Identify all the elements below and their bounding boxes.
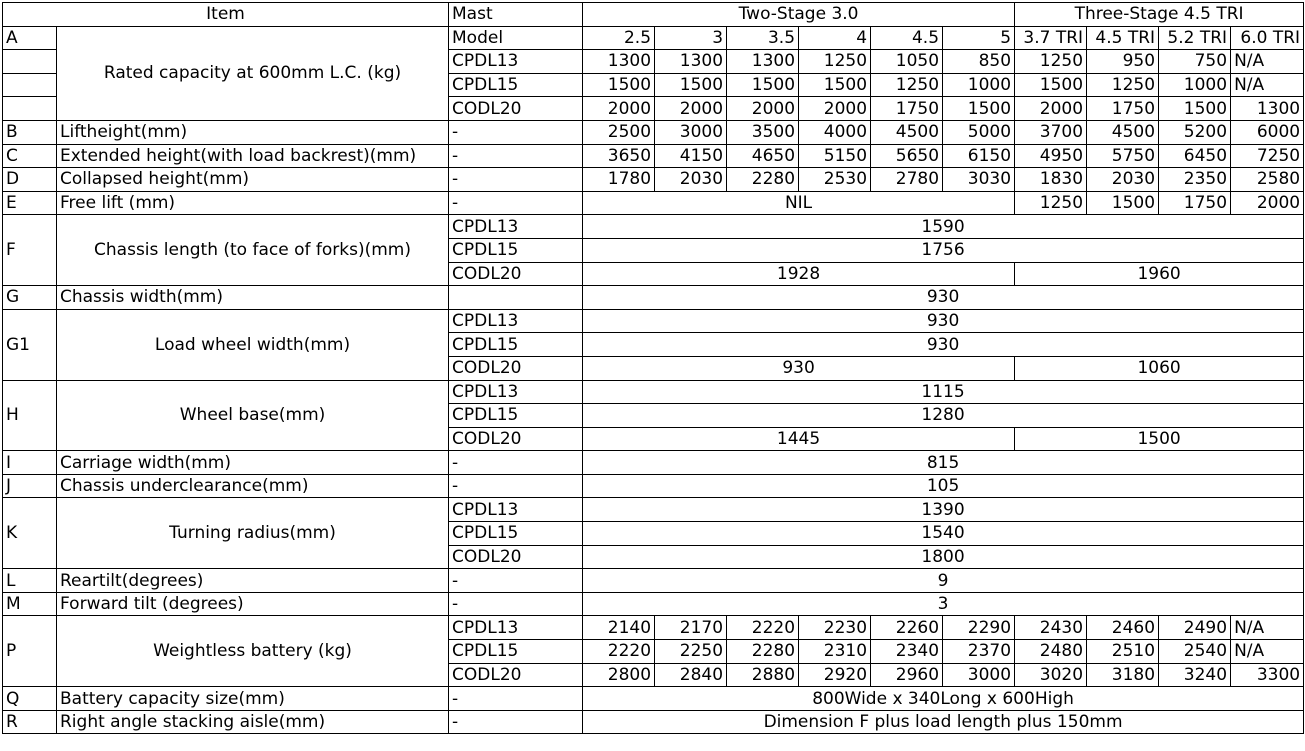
value-cell: 1750 <box>871 97 943 121</box>
value-cell: 4950 <box>1015 144 1087 168</box>
row-label: Chassis underclearance(mm) <box>57 474 449 498</box>
merged-value: 815 <box>583 451 1304 475</box>
row-letter: H <box>3 380 57 451</box>
merged-value: 930 <box>583 309 1304 333</box>
value-cell: 1300 <box>727 50 799 74</box>
value-cell: 2000 <box>727 97 799 121</box>
value-cell: 2430 <box>1015 616 1087 640</box>
merged-value: 800Wide x 340Long x 600High <box>583 687 1304 711</box>
value-cell: 5200 <box>1159 120 1231 144</box>
value-cell: 3030 <box>943 168 1015 192</box>
value-cell: 1830 <box>1015 168 1087 192</box>
sub-model-name: CPDL15 <box>449 404 583 428</box>
value-cell: 3180 <box>1087 663 1159 687</box>
value-cell: 1780 <box>583 168 655 192</box>
merged-value: Dimension F plus load length plus 150mm <box>583 710 1304 734</box>
value-cell: 2780 <box>871 168 943 192</box>
row-p-cpdl13 <box>3 616 1304 640</box>
value-cell: 3500 <box>727 120 799 144</box>
value-cell: 2170 <box>655 616 727 640</box>
value-cell: 1250 <box>1087 73 1159 97</box>
merged-value: 1390 <box>583 498 1304 522</box>
three-stage-value: 1960 <box>1015 262 1304 286</box>
merged-value: 1756 <box>583 238 1304 262</box>
row-label: Battery capacity size(mm) <box>57 687 449 711</box>
value-cell: 2230 <box>799 616 871 640</box>
row-k-cpdl13 <box>3 498 1304 522</box>
row-letter: G1 <box>3 309 57 380</box>
merged-value: 1590 <box>583 215 1304 239</box>
model-cell: 4.5 <box>871 26 943 50</box>
sub-model-name: CODL20 <box>449 356 583 380</box>
empty-letter-cell <box>3 73 57 97</box>
three-stage-value: 1060 <box>1015 356 1304 380</box>
mast-header: Mast <box>449 3 583 27</box>
mast-cell: - <box>449 474 583 498</box>
row-letter: E <box>3 191 57 215</box>
value-cell: 850 <box>943 50 1015 74</box>
row-c <box>3 144 1304 168</box>
value-cell: 1250 <box>1015 191 1087 215</box>
model-cell: 6.0 TRI <box>1231 26 1304 50</box>
value-cell: 2000 <box>799 97 871 121</box>
sub-model-name: CPDL15 <box>449 73 583 97</box>
sub-model-name: CODL20 <box>449 262 583 286</box>
value-cell: 3700 <box>1015 120 1087 144</box>
merged-value: 930 <box>583 333 1304 357</box>
value-cell: 3650 <box>583 144 655 168</box>
value-cell: 7250 <box>1231 144 1304 168</box>
header-row <box>3 3 1304 27</box>
row-letter: F <box>3 215 57 286</box>
row-l <box>3 569 1304 593</box>
value-cell: 1500 <box>799 73 871 97</box>
merged-value: 3 <box>583 592 1304 616</box>
value-cell: 1250 <box>1015 50 1087 74</box>
row-label: Load wheel width(mm) <box>57 309 449 380</box>
sub-model-name: CPDL13 <box>449 215 583 239</box>
value-cell: 1250 <box>799 50 871 74</box>
row-letter: B <box>3 120 57 144</box>
value-cell: 2000 <box>583 97 655 121</box>
sub-model-name: CODL20 <box>449 97 583 121</box>
row-letter: D <box>3 168 57 192</box>
value-cell: 6000 <box>1231 120 1304 144</box>
row-letter: M <box>3 592 57 616</box>
row-label: Right angle stacking aisle(mm) <box>57 710 449 734</box>
row-j <box>3 474 1304 498</box>
row-d <box>3 168 1304 192</box>
value-cell: 5650 <box>871 144 943 168</box>
mast-cell: - <box>449 168 583 192</box>
value-cell: 2530 <box>799 168 871 192</box>
three-stage-header: Three-Stage 4.5 TRI <box>1015 3 1304 27</box>
sub-model-name: CODL20 <box>449 663 583 687</box>
two-stage-value: 1928 <box>583 262 1015 286</box>
sub-model-name: CPDL15 <box>449 522 583 546</box>
value-cell: N/A <box>1231 73 1304 97</box>
merged-value: 1280 <box>583 404 1304 428</box>
row-label: Wheel base(mm) <box>57 380 449 451</box>
value-cell: 2490 <box>1159 616 1231 640</box>
value-cell: 3000 <box>655 120 727 144</box>
row-letter: L <box>3 569 57 593</box>
value-cell: 2000 <box>1231 191 1304 215</box>
value-cell: 4650 <box>727 144 799 168</box>
mast-cell <box>449 286 583 310</box>
row-label: Forward tilt (degrees) <box>57 592 449 616</box>
value-cell: 2000 <box>1015 97 1087 121</box>
value-cell: 1300 <box>583 50 655 74</box>
sub-model-name: CPDL13 <box>449 309 583 333</box>
value-cell: 2280 <box>727 640 799 664</box>
value-cell: 1000 <box>943 73 1015 97</box>
value-cell: 3000 <box>943 663 1015 687</box>
value-cell: 2460 <box>1087 616 1159 640</box>
row-q <box>3 687 1304 711</box>
value-cell: 1000 <box>1159 73 1231 97</box>
value-cell: 1500 <box>1087 191 1159 215</box>
row-letter: I <box>3 451 57 475</box>
row-label: Turning radius(mm) <box>57 498 449 569</box>
row-letter: J <box>3 474 57 498</box>
row-g1-cpdl13 <box>3 309 1304 333</box>
value-cell: 1250 <box>871 73 943 97</box>
value-cell: 6150 <box>943 144 1015 168</box>
value-cell: N/A <box>1231 50 1304 74</box>
row-letter: Q <box>3 687 57 711</box>
row-label: Chassis length (to face of forks)(mm) <box>57 215 449 286</box>
row-h-cpdl13 <box>3 380 1304 404</box>
sub-model-name: CPDL15 <box>449 333 583 357</box>
value-cell: 1050 <box>871 50 943 74</box>
row-label: Chassis width(mm) <box>57 286 449 310</box>
mast-cell: - <box>449 451 583 475</box>
model-cell: 3.7 TRI <box>1015 26 1087 50</box>
value-cell: 2580 <box>1231 168 1304 192</box>
mast-cell: - <box>449 144 583 168</box>
value-cell: 2350 <box>1159 168 1231 192</box>
value-cell: 1300 <box>655 50 727 74</box>
row-label: Reartilt(degrees) <box>57 569 449 593</box>
value-cell: 1500 <box>727 73 799 97</box>
model-cell: 3.5 <box>727 26 799 50</box>
two-stage-value: 1445 <box>583 427 1015 451</box>
model-cell: 4.5 TRI <box>1087 26 1159 50</box>
value-cell: N/A <box>1231 616 1304 640</box>
value-cell: 2500 <box>583 120 655 144</box>
row-label: Rated capacity at 600mm L.C. (kg) <box>57 26 449 120</box>
model-cell: 3 <box>655 26 727 50</box>
value-cell: 1500 <box>583 73 655 97</box>
row-a-model <box>3 26 1304 50</box>
mast-cell: - <box>449 191 583 215</box>
mast-cell: - <box>449 592 583 616</box>
mast-cell: - <box>449 569 583 593</box>
value-cell: 2540 <box>1159 640 1231 664</box>
value-cell: 1500 <box>655 73 727 97</box>
sub-model-name: CPDL13 <box>449 380 583 404</box>
value-cell: 4500 <box>1087 120 1159 144</box>
sub-model-name: CPDL15 <box>449 238 583 262</box>
mast-cell: - <box>449 120 583 144</box>
value-cell: 2370 <box>943 640 1015 664</box>
model-cell: 5.2 TRI <box>1159 26 1231 50</box>
row-label: Collapsed height(mm) <box>57 168 449 192</box>
value-cell: 1750 <box>1087 97 1159 121</box>
merged-value: 930 <box>583 286 1304 310</box>
value-cell: 2310 <box>799 640 871 664</box>
two-stage-value: 930 <box>583 356 1015 380</box>
empty-letter-cell <box>3 97 57 121</box>
value-cell: 1500 <box>1159 97 1231 121</box>
row-label: Carriage width(mm) <box>57 451 449 475</box>
merged-value: 1800 <box>583 545 1304 569</box>
value-cell: 4000 <box>799 120 871 144</box>
merged-value: 1540 <box>583 522 1304 546</box>
row-b <box>3 120 1304 144</box>
three-stage-value: 1500 <box>1015 427 1304 451</box>
sub-model-name: CODL20 <box>449 427 583 451</box>
value-cell: 3240 <box>1159 663 1231 687</box>
sub-model-name: CPDL13 <box>449 616 583 640</box>
value-cell: 5000 <box>943 120 1015 144</box>
value-cell: 950 <box>1087 50 1159 74</box>
merged-value: 9 <box>583 569 1304 593</box>
two-stage-header: Two-Stage 3.0 <box>583 3 1015 27</box>
value-cell: 2960 <box>871 663 943 687</box>
value-cell: 2030 <box>655 168 727 192</box>
value-cell: 2510 <box>1087 640 1159 664</box>
value-cell: 2800 <box>583 663 655 687</box>
spec-table <box>2 2 1304 734</box>
row-letter: G <box>3 286 57 310</box>
row-f-cpdl13 <box>3 215 1304 239</box>
value-cell: 2220 <box>583 640 655 664</box>
model-label: Model <box>449 26 583 50</box>
mast-cell: - <box>449 687 583 711</box>
item-header: Item <box>3 3 449 27</box>
row-label: Free lift (mm) <box>57 191 449 215</box>
value-cell: 2880 <box>727 663 799 687</box>
row-letter: A <box>3 26 57 50</box>
row-letter: C <box>3 144 57 168</box>
sub-model-name: CPDL13 <box>449 50 583 74</box>
value-cell: 2250 <box>655 640 727 664</box>
value-cell: 2920 <box>799 663 871 687</box>
row-g <box>3 286 1304 310</box>
value-cell: 2140 <box>583 616 655 640</box>
merged-value: 105 <box>583 474 1304 498</box>
row-label: Weightless battery (kg) <box>57 616 449 687</box>
value-cell: 2000 <box>655 97 727 121</box>
row-m <box>3 592 1304 616</box>
model-cell: 4 <box>799 26 871 50</box>
value-cell: 1300 <box>1231 97 1304 121</box>
value-cell: 2030 <box>1087 168 1159 192</box>
value-cell: 4150 <box>655 144 727 168</box>
value-cell: 5750 <box>1087 144 1159 168</box>
value-cell: 2260 <box>871 616 943 640</box>
row-label: Extended height(with load backrest)(mm) <box>57 144 449 168</box>
merged-value: 1115 <box>583 380 1304 404</box>
two-stage-value: NIL <box>583 191 1015 215</box>
value-cell: 1500 <box>1015 73 1087 97</box>
row-letter: R <box>3 710 57 734</box>
mast-cell: - <box>449 710 583 734</box>
value-cell: 2280 <box>727 168 799 192</box>
value-cell: 2840 <box>655 663 727 687</box>
row-e <box>3 191 1304 215</box>
value-cell: 4500 <box>871 120 943 144</box>
row-i <box>3 451 1304 475</box>
value-cell: 2340 <box>871 640 943 664</box>
sub-model-name: CPDL13 <box>449 498 583 522</box>
value-cell: 3020 <box>1015 663 1087 687</box>
value-cell: 6450 <box>1159 144 1231 168</box>
row-label: Liftheight(mm) <box>57 120 449 144</box>
value-cell: 750 <box>1159 50 1231 74</box>
value-cell: 3300 <box>1231 663 1304 687</box>
model-cell: 5 <box>943 26 1015 50</box>
value-cell: N/A <box>1231 640 1304 664</box>
row-letter: P <box>3 616 57 687</box>
sub-model-name: CPDL15 <box>449 640 583 664</box>
row-r <box>3 710 1304 734</box>
model-cell: 2.5 <box>583 26 655 50</box>
value-cell: 2290 <box>943 616 1015 640</box>
value-cell: 2480 <box>1015 640 1087 664</box>
value-cell: 2220 <box>727 616 799 640</box>
value-cell: 5150 <box>799 144 871 168</box>
row-letter: K <box>3 498 57 569</box>
value-cell: 1500 <box>943 97 1015 121</box>
sub-model-name: CODL20 <box>449 545 583 569</box>
value-cell: 1750 <box>1159 191 1231 215</box>
empty-letter-cell <box>3 50 57 74</box>
